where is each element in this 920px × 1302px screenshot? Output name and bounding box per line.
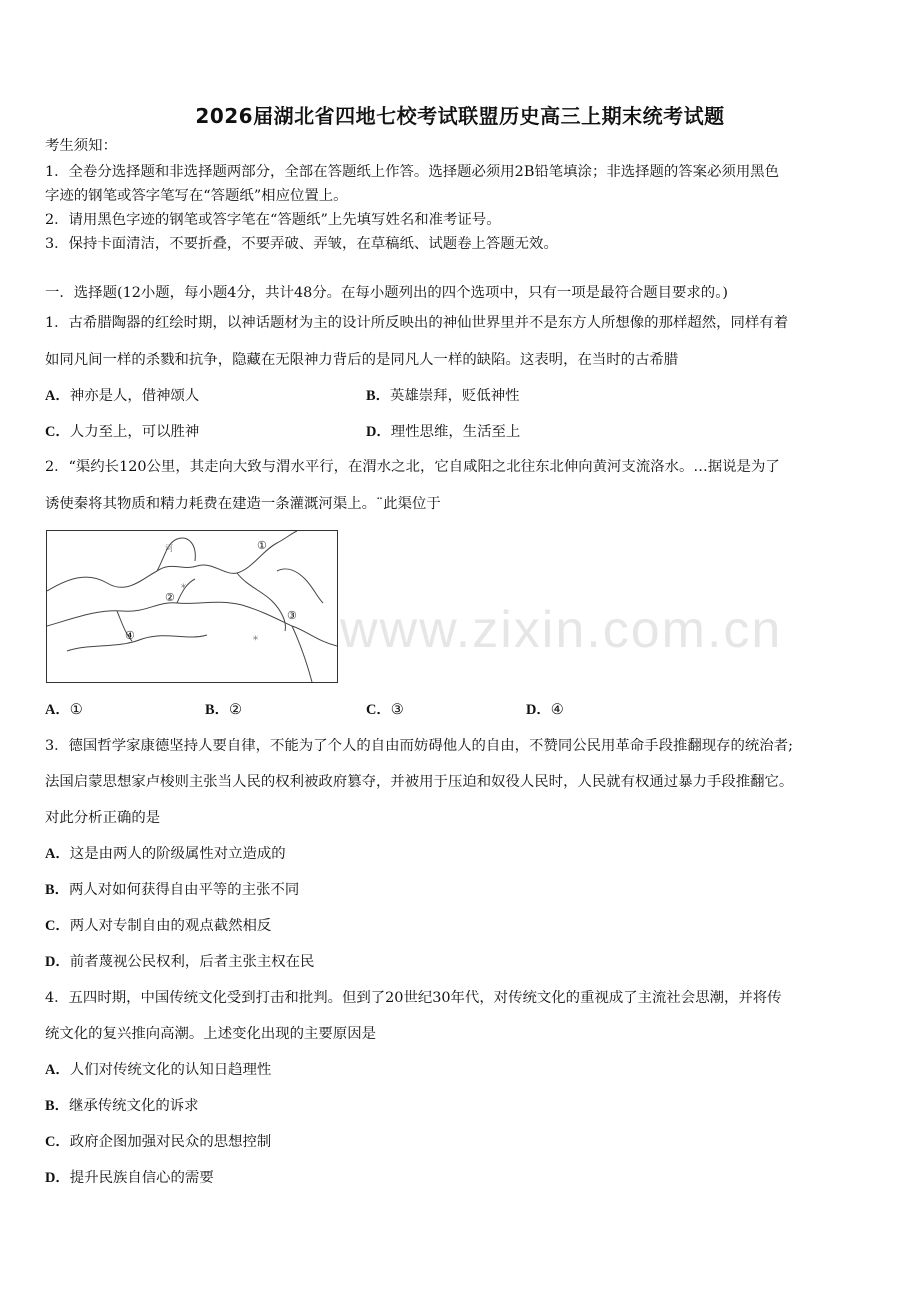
question-4-line: 统文化的复兴推向高潮。上述变化出现的主要原因是	[45, 1026, 376, 1042]
watermark: www.zixin.com.cn	[340, 601, 783, 659]
q1-option-b[interactable]: B．英雄崇拜，贬低神性	[366, 388, 520, 404]
question-2-line: 2．“渠约长120公里，其走向大致与渭水平行，在渭水之北，它自咸阳之北往东北伸向黄河支流洛水。…据说是为了	[45, 459, 780, 475]
section-heading: 一．选择题(12小题，每小题4分，共计48分。在每小题列出的四个选项中，只有一项是最符合题目要求的。)	[45, 285, 728, 301]
question-2-line: 诱使秦将其物质和精力耗费在建造一条灌溉河渠上。¨此渠位于	[45, 496, 441, 512]
notice-line: 2．请用黑色字迹的钢笔或答字笔在“答题纸”上先填写姓名和准考证号。	[45, 212, 501, 228]
map-marker-1: ①	[257, 539, 267, 552]
notice-line: 3．保持卡面清洁，不要折叠，不要弄破、弄皱，在草稿纸、试题卷上答题无效。	[45, 236, 558, 252]
notice-heading: 考生须知：	[45, 138, 117, 154]
question-3-line: 3．德国哲学家康德坚持人要自律，不能为了个人的自由而妨碍他人的自由，不赞同公民用革命手段推翻现存的统治者;	[45, 738, 793, 754]
question-4-line: 4．五四时期，中国传统文化受到打击和批判。但到了20世纪30年代，对传统文化的重视成了主流社会思潮，并将传	[45, 990, 782, 1006]
q4-option-c[interactable]: C．政府企图加强对民众的思想控制	[45, 1134, 272, 1150]
map-marker-4: ④	[125, 629, 135, 642]
svg-text:*: *	[253, 635, 258, 646]
map-river-label: 河	[165, 544, 173, 553]
q1-option-c[interactable]: C．人力至上，可以胜神	[45, 424, 200, 440]
q1-option-d[interactable]: D．理性思维，生活至上	[366, 424, 521, 440]
q4-option-d[interactable]: D．提升民族自信心的需要	[45, 1170, 214, 1186]
q3-option-b[interactable]: B．两人对如何获得自由平等的主张不同	[45, 882, 300, 898]
q1-option-a[interactable]: A．神亦是人，借神颂人	[45, 388, 200, 404]
q2-option-b[interactable]: B．②	[205, 702, 242, 718]
question-3-line: 法国启蒙思想家卢梭则主张当人民的权利被政府篡夺，并被用于压迫和奴役人民时，人民就有权通过暴力手段推翻它。	[45, 774, 794, 790]
q3-option-c[interactable]: C．两人对专制自由的观点截然相反	[45, 918, 272, 934]
q4-option-b[interactable]: B．继承传统文化的诉求	[45, 1098, 199, 1114]
q2-option-d[interactable]: D．④	[526, 702, 564, 718]
q3-option-a[interactable]: A．这是由两人的阶级属性对立造成的	[45, 846, 286, 862]
q2-option-c[interactable]: C．③	[366, 702, 404, 718]
svg-text:*: *	[181, 583, 186, 594]
exam-title: 2026届湖北省四地七校考试联盟历史高三上期末统考试题	[195, 104, 725, 128]
map-marker-2: ②	[165, 591, 175, 604]
q2-option-a[interactable]: A．①	[45, 702, 83, 718]
q4-option-a[interactable]: A．人们对传统文化的认知日趋理性	[45, 1062, 272, 1078]
map-drawing	[47, 531, 337, 682]
question-1-line: 1．古希腊陶器的红绘时期，以神话题材为主的设计所反映出的神仙世界里并不是东方人所想像的那样超然，同样有着	[45, 315, 789, 331]
notice-line: 字迹的钢笔或答字笔写在“答题纸”相应位置上。	[45, 188, 348, 204]
map-marker-3: ③	[287, 609, 297, 622]
notice-line: 1．全卷分选择题和非选择题两部分，全部在答题纸上作答。选择题必须用2B铅笔填涂；非选择题的答案必须用黑色	[45, 164, 780, 180]
question-3-line: 对此分析正确的是	[45, 810, 161, 826]
weishui-map	[46, 530, 338, 683]
question-1-line: 如同凡间一样的杀戮和抗争，隐藏在无限神力背后的是同凡人一样的缺陷。这表明，在当时的古希腊	[45, 352, 679, 368]
q3-option-d[interactable]: D．前者蔑视公民权利，后者主张主权在民	[45, 954, 315, 970]
